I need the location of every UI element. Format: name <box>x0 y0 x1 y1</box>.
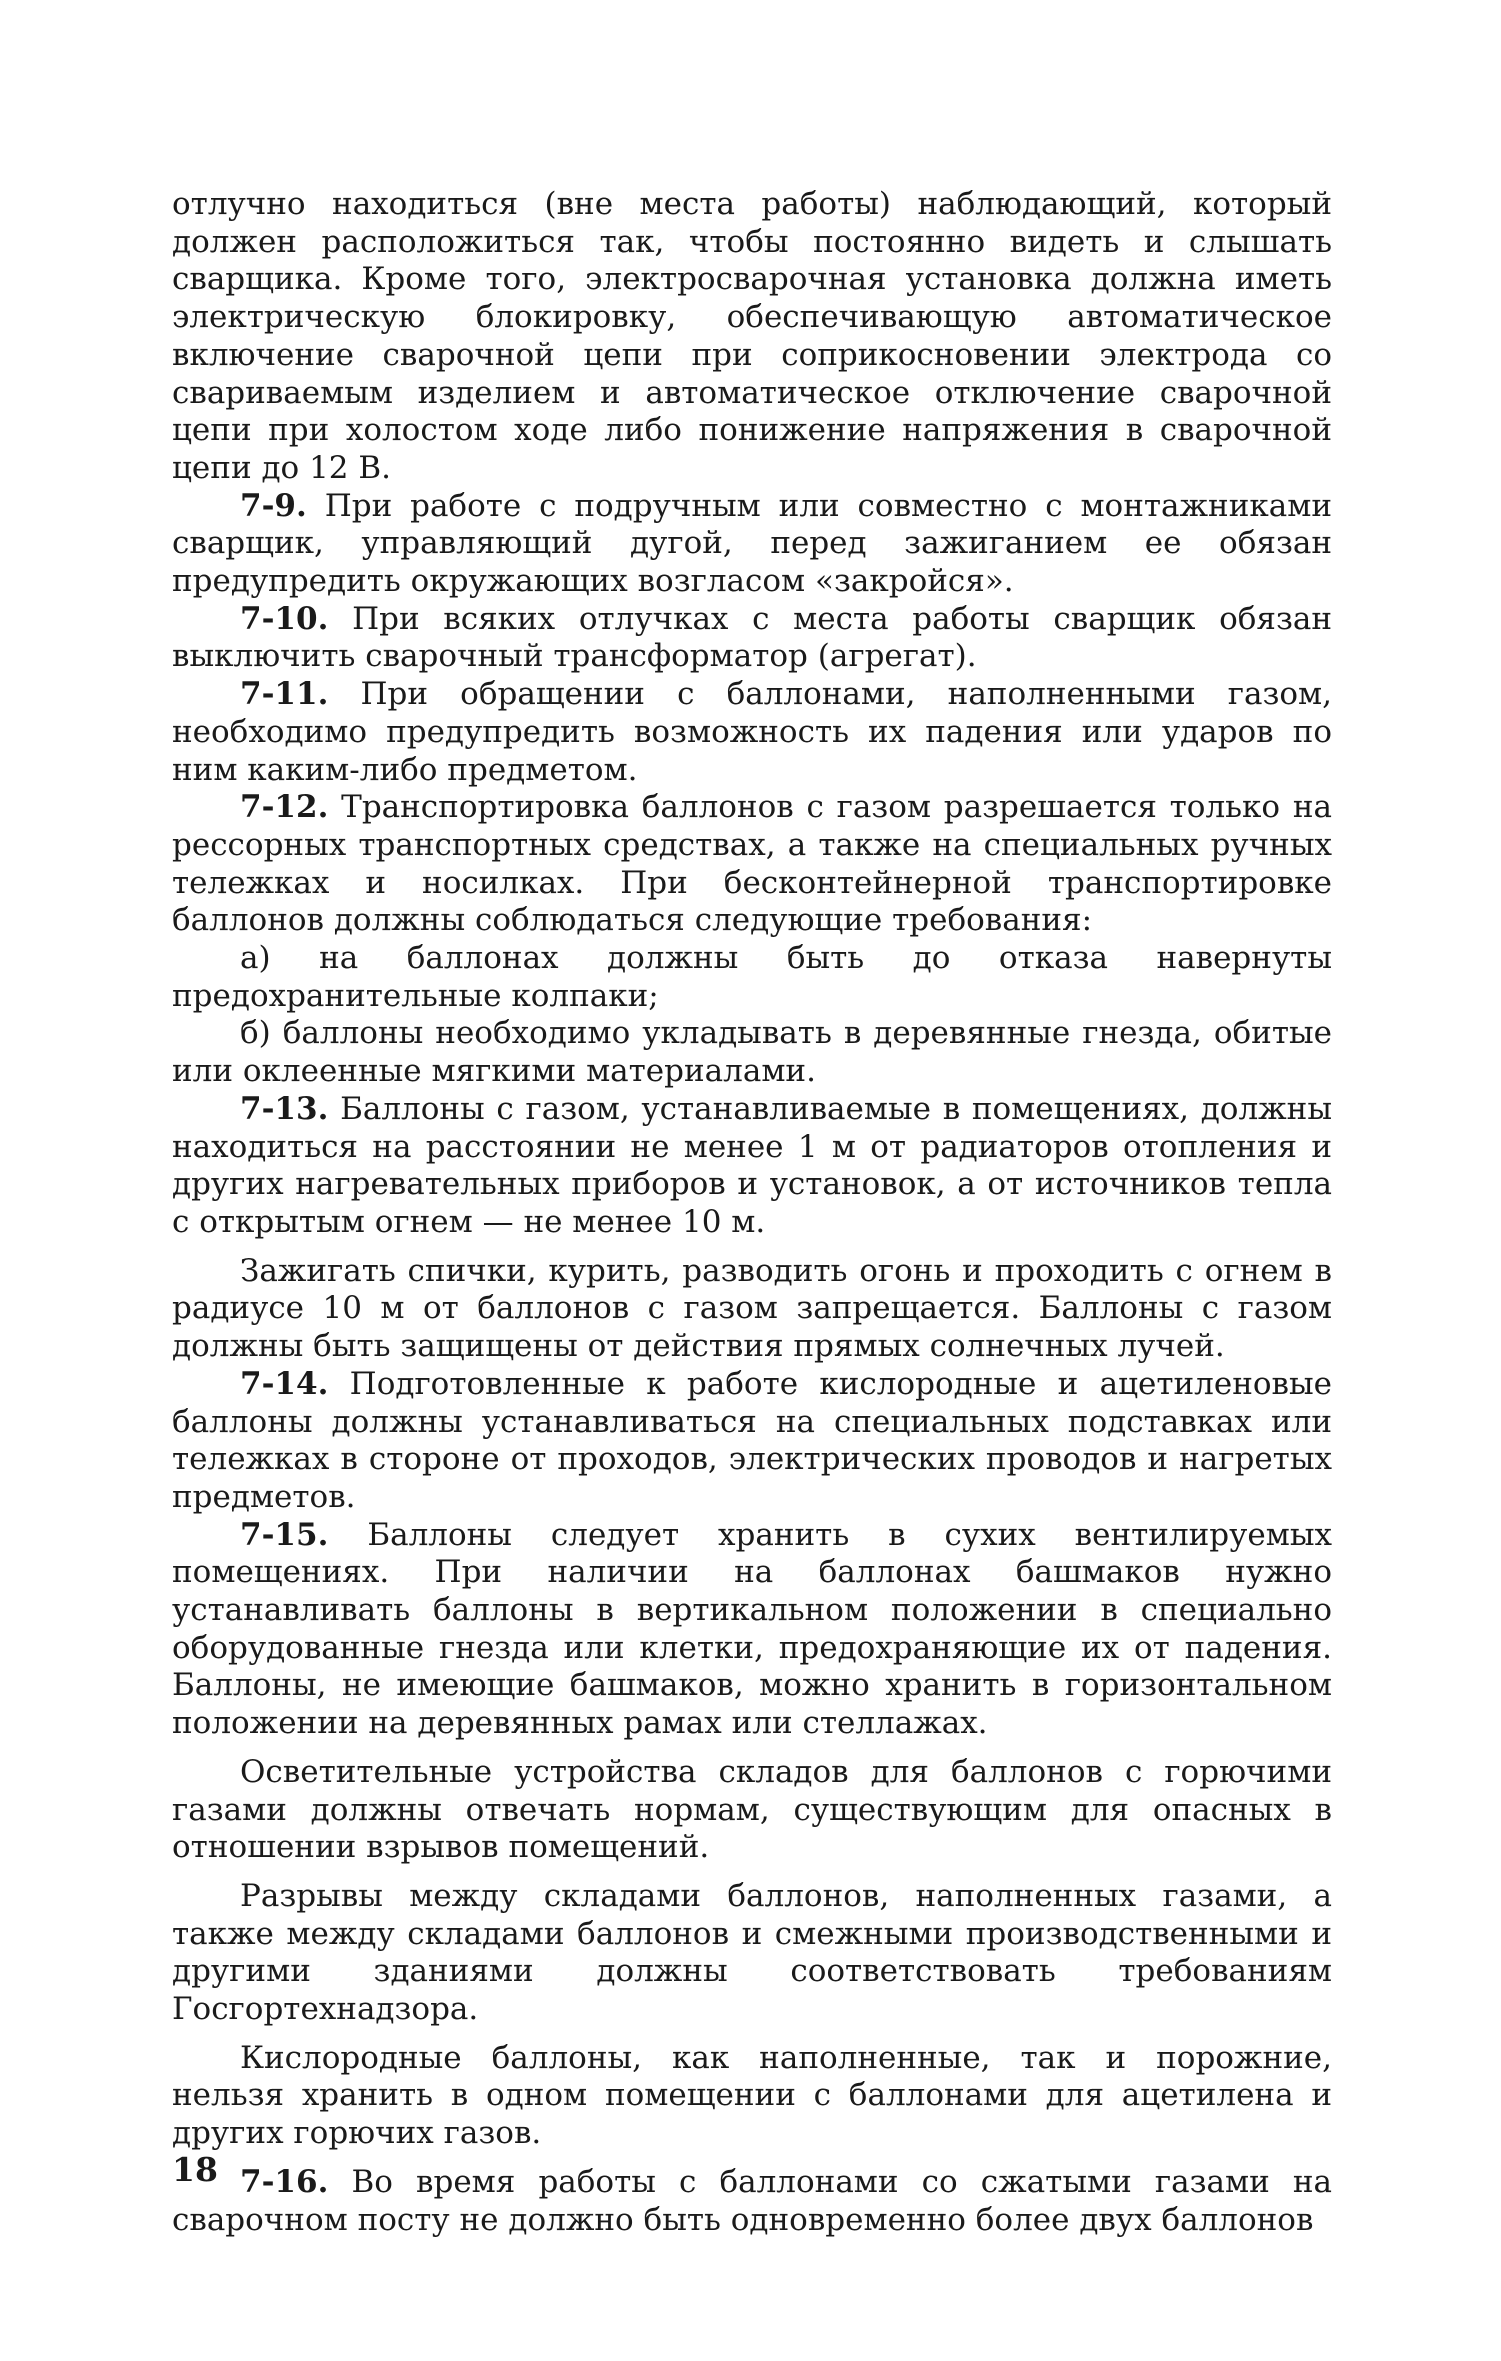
paragraph-fire-rules <box>172 1253 1332 1366</box>
paragraph-number: 7-11. <box>240 676 329 713</box>
page-body <box>172 186 1332 2239</box>
paragraph-number: 7-14. <box>240 1365 329 1402</box>
paragraph-text: Зажигать спички, курить, разводить огонь и проходить с огнем в радиусе 10 м от баллонов с газом запрещается. Баллоны с газом должны быть защищены от действия прямых солнечных лучей. <box>172 1252 1332 1365</box>
paragraph-number: 7-9. <box>240 487 307 524</box>
paragraph-text: Баллоны следует хранить в сухих вентилируемых помещениях. При наличии на баллонах башмаков нужно устанавливать баллоны в вертикальном положении в специально оборудованные гнезда или клетки, предохраняющие их от падения. Баллоны, не имеющие башмаков, можно хранить в горизонтальном положении на деревянных рамах или стеллажах. <box>172 1516 1332 1742</box>
paragraph-number: 7-10. <box>240 600 329 637</box>
paragraph-7-9 <box>172 488 1332 601</box>
paragraph-7-14 <box>172 1366 1332 1517</box>
list-item-a <box>172 940 1332 1015</box>
paragraph-text: отлучно находиться (вне места работы) наблюдающий, который должен расположиться так, чтобы постоянно видеть и слышать сварщика. Кроме того, электросварочная установка должна иметь электрическую блокировку, обеспечивающую автоматическое включение сварочной цепи при соприкосновении электрода со свариваемым изделием и автоматическое отключение сварочной цепи при холостом ходе либо понижение напряжения в сварочной цепи до 12 В. <box>172 186 1332 486</box>
paragraph-text: Подготовленные к работе кислородные и ацетиленовые баллоны должны устанавливаться на специальных подставках или тележках в стороне от проходов, электрических проводов и нагретых предметов. <box>172 1365 1332 1515</box>
paragraph-text: При обращении с баллонами, наполненными газом, необходимо предупредить возможность их падения или ударов по ним каким-либо предметом. <box>172 676 1332 788</box>
paragraph-oxygen-storage <box>172 2040 1332 2153</box>
paragraph-7-13 <box>172 1091 1332 1242</box>
paragraph-text: Баллоны с газом, устанавливаемые в помещениях, должны находиться на расстоянии не менее 1 м от радиаторов отопления и других нагревательных приборов и установок, а от источников тепла с открытым огнем — не менее 10 м. <box>172 1090 1333 1240</box>
paragraph-7-16 <box>172 2164 1332 2239</box>
paragraph-text: При работе с подручным или совместно с монтажниками сварщик, управляющий дугой, перед зажиганием ее обязан предупредить окружающих возгласом «закройся». <box>172 487 1332 600</box>
paragraph-distances <box>172 1878 1332 2029</box>
paragraph-text: Осветительные устройства складов для баллонов с горючими газами должны отвечать нормам, существующим для опасных в отношении взрывов помещений. <box>172 1753 1332 1866</box>
paragraph-7-10 <box>172 601 1332 676</box>
paragraph-continuation <box>172 186 1332 488</box>
paragraph-text: Во время работы с баллонами со сжатыми газами на сварочном посту не должно быть одновременно более двух баллонов <box>172 2163 1332 2238</box>
paragraph-7-15 <box>172 1517 1332 1743</box>
paragraph-7-11 <box>172 676 1332 789</box>
paragraph-lighting <box>172 1754 1332 1867</box>
paragraph-text: б) баллоны необходимо укладывать в деревянные гнезда, обитые или оклеенные мягкими материалами. <box>172 1015 1332 1090</box>
paragraph-text: а) на баллонах должны быть до отказа навернуты предохранительные колпаки; <box>172 940 1332 1014</box>
paragraph-text: При всяких отлучках с места работы сварщик обязан выключить сварочный трансформатор (агрегат). <box>172 600 1333 675</box>
paragraph-text: Транспортировка баллонов с газом разрешается только на рессорных транспортных средствах, а также на специальных ручных тележках и носилках. При бесконтейнерной транспортировке баллонов должны соблюдаться следующие требования: <box>172 789 1332 939</box>
paragraph-number: 7-15. <box>240 1516 329 1553</box>
page-number: 18 <box>172 2150 218 2189</box>
paragraph-7-12 <box>172 789 1332 940</box>
paragraph-text: Кислородные баллоны, как наполненные, так и порожние, нельзя хранить в одном помещении с баллонами для ацетилена и других горючих газов. <box>172 2039 1332 2152</box>
paragraph-number: 7-13. <box>240 1090 329 1127</box>
list-item-b <box>172 1015 1332 1090</box>
paragraph-number: 7-12. <box>240 789 329 826</box>
paragraph-number: 7-16. <box>240 2163 329 2200</box>
paragraph-text: Разрывы между складами баллонов, наполненных газами, а также между складами баллонов и смежными производственными и другими зданиями должны соответствовать требованиям Госгортехнадзора. <box>172 1877 1332 2028</box>
